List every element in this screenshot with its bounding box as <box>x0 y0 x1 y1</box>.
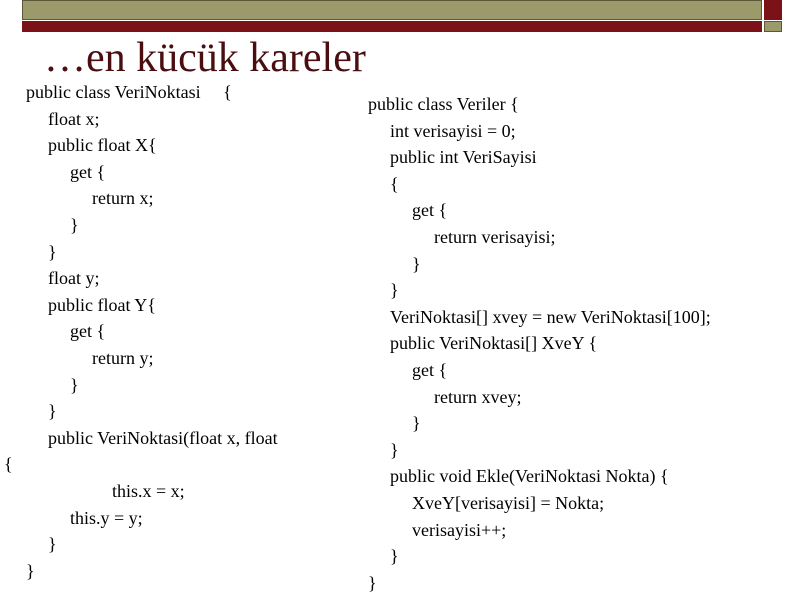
code-line: get { <box>412 359 448 380</box>
code-line: get { <box>70 161 106 182</box>
code-line: } <box>390 439 399 460</box>
code-line: public float Y{ <box>48 294 156 315</box>
code-line: return verisayisi; <box>434 226 556 247</box>
code-line: get { <box>70 321 106 342</box>
code-line: verisayisi++; <box>412 519 507 540</box>
code-line: } <box>48 401 57 422</box>
code-line: } <box>26 560 35 581</box>
code-line: this.x = x; <box>112 480 185 501</box>
code-line: return y; <box>92 347 154 368</box>
code-line: VeriNoktasi[] xvey = new VeriNoktasi[100]; <box>390 306 711 327</box>
code-line: int verisayisi = 0; <box>390 120 516 141</box>
code-line: public class Veriler { <box>368 94 519 114</box>
code-block-veri-noktasi <box>0 79 350 584</box>
header-square-olive <box>764 21 782 32</box>
code-line: } <box>390 546 399 567</box>
code-line: float y; <box>48 268 100 289</box>
header-bar-olive <box>22 0 762 20</box>
code-line: this.y = y; <box>70 507 143 528</box>
code-line: public int VeriSayisi <box>390 147 537 168</box>
code-line: } <box>48 534 57 555</box>
code-line: XveY[verisayisi] = Nokta; <box>412 492 605 513</box>
code-line: return x; <box>92 188 154 209</box>
code-line: { <box>390 173 399 194</box>
code-line: { <box>4 454 13 475</box>
code-line: } <box>412 253 421 274</box>
code-line: get { <box>412 200 448 221</box>
code-line: } <box>368 572 377 593</box>
code-line: } <box>390 280 399 301</box>
code-line: public void Ekle(VeriNoktasi Nokta) { <box>390 466 669 487</box>
code-line: } <box>70 374 79 395</box>
code-line: public VeriNoktasi[] XveY { <box>390 333 598 354</box>
code-line: public class VeriNoktasi { <box>26 82 232 102</box>
code-line: } <box>48 241 57 262</box>
code-block-veriler <box>368 91 800 596</box>
code-line: } <box>412 413 421 434</box>
code-line: float x; <box>48 108 100 129</box>
code-line: } <box>70 214 79 235</box>
code-line: public float X{ <box>48 135 157 156</box>
code-line: public VeriNoktasi(float x, float <box>48 427 278 448</box>
header-square-maroon <box>764 0 782 20</box>
slide-title: …en kücük kareler <box>44 35 366 81</box>
code-line: return xvey; <box>434 386 522 407</box>
